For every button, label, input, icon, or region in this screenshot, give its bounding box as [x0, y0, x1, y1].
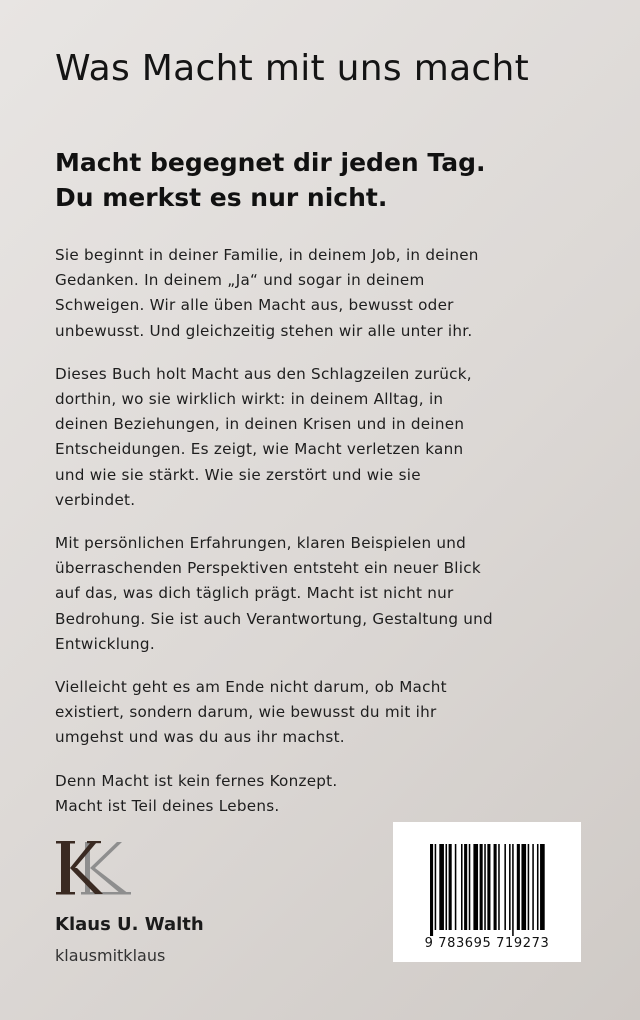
barcode-bar: [540, 844, 545, 930]
blurb-line: unbewusst. Und gleichzeitig stehen wir alle unter ihr.: [55, 321, 473, 340]
blurb-line: dorthin, wo sie wirklich wirkt: in deinem Alltag, in: [55, 390, 444, 409]
blurb-paragraph: [55, 531, 615, 657]
blurb-paragraph: [55, 769, 615, 819]
blurb-line: Dieses Buch holt Macht aus den Schlagzeilen zurück,: [55, 364, 472, 383]
blurb-line: Macht ist Teil deines Lebens.: [55, 796, 280, 815]
barcode-bar: [469, 844, 471, 930]
barcode-bar: [461, 844, 463, 930]
barcode-bar: [537, 844, 539, 930]
blurb-line: Mit persönlichen Erfahrungen, klaren Beispielen und: [55, 534, 467, 553]
barcode-bar: [494, 844, 497, 930]
blurb-line: Vielleicht geht es am Ende nicht darum, ob Macht: [55, 678, 447, 697]
blurb-line: Schweigen. Wir alle üben Macht aus, bewusst oder: [55, 296, 454, 315]
barcode-bar: [480, 844, 483, 930]
blurb-line: und wie sie stärkt. Wie sie zerstört und wie sie: [55, 465, 421, 484]
blurb-line: Gedanken. In deinem „Ja“ und sogar in deinem: [55, 271, 425, 290]
barcode-bar: [487, 844, 490, 930]
barcode-bar: [464, 844, 467, 930]
barcode-bar: [512, 844, 514, 936]
isbn-barcode: [393, 822, 581, 962]
barcode-bar: [430, 844, 433, 936]
tagline: [55, 145, 595, 215]
kk-monogram-icon: [55, 838, 135, 898]
barcode-bar: [455, 844, 457, 930]
blurb-line: auf das, was dich täglich prägt. Macht ist nicht nur: [55, 584, 454, 603]
barcode-bar: [532, 844, 534, 930]
barcode-bar: [528, 844, 530, 930]
barcode-bar: [504, 844, 506, 930]
blurb-line: verbindet.: [55, 490, 136, 509]
blurb-line: Entwicklung.: [55, 634, 155, 653]
barcode-bars-icon: [393, 822, 581, 940]
barcode-bar: [446, 844, 448, 930]
blurb: [55, 243, 615, 837]
book-title: Was Macht mit uns macht: [55, 48, 530, 89]
barcode-bar: [439, 844, 444, 930]
barcode-bar: [517, 844, 520, 930]
kk-monogram-logo: [55, 838, 135, 898]
blurb-line: Denn Macht ist kein fernes Konzept.: [55, 771, 338, 790]
tagline-line: Macht begegnet dir jeden Tag.: [55, 148, 486, 177]
barcode-bar: [509, 844, 511, 930]
blurb-paragraph: [55, 362, 615, 513]
tagline-line: Du merkst es nur nicht.: [55, 183, 388, 212]
blurb-line: deinen Beziehungen, in deinen Krisen und in deinen: [55, 415, 465, 434]
author-name: Klaus U. Walth: [55, 914, 204, 935]
barcode-bar: [521, 844, 526, 930]
blurb-line: überraschenden Perspektiven entsteht ein neuer Blick: [55, 559, 481, 578]
barcode-bar: [498, 844, 500, 930]
barcode-number: 9 783695 719273: [424, 936, 550, 951]
blurb-paragraph: [55, 243, 615, 344]
blurb-line: Sie beginnt in deiner Familie, in deinem Job, in deinen: [55, 246, 479, 264]
barcode-bar: [449, 844, 452, 930]
author-handle: klausmitklaus: [55, 946, 166, 965]
blurb-line: Entscheidungen. Es zeigt, wie Macht verletzen kann: [55, 440, 464, 459]
blurb-paragraph: [55, 675, 615, 751]
blurb-line: Bedrohung. Sie ist auch Verantwortung, Gestaltung und: [55, 609, 493, 628]
blurb-line: existiert, sondern darum, wie bewusst du mit ihr: [55, 703, 437, 722]
barcode-bar: [484, 844, 486, 930]
barcode-bar: [473, 844, 478, 930]
logo-k-primary: [56, 841, 103, 895]
blurb-line: umgehst und was du aus ihr machst.: [55, 728, 345, 747]
barcode-bar: [435, 844, 437, 930]
